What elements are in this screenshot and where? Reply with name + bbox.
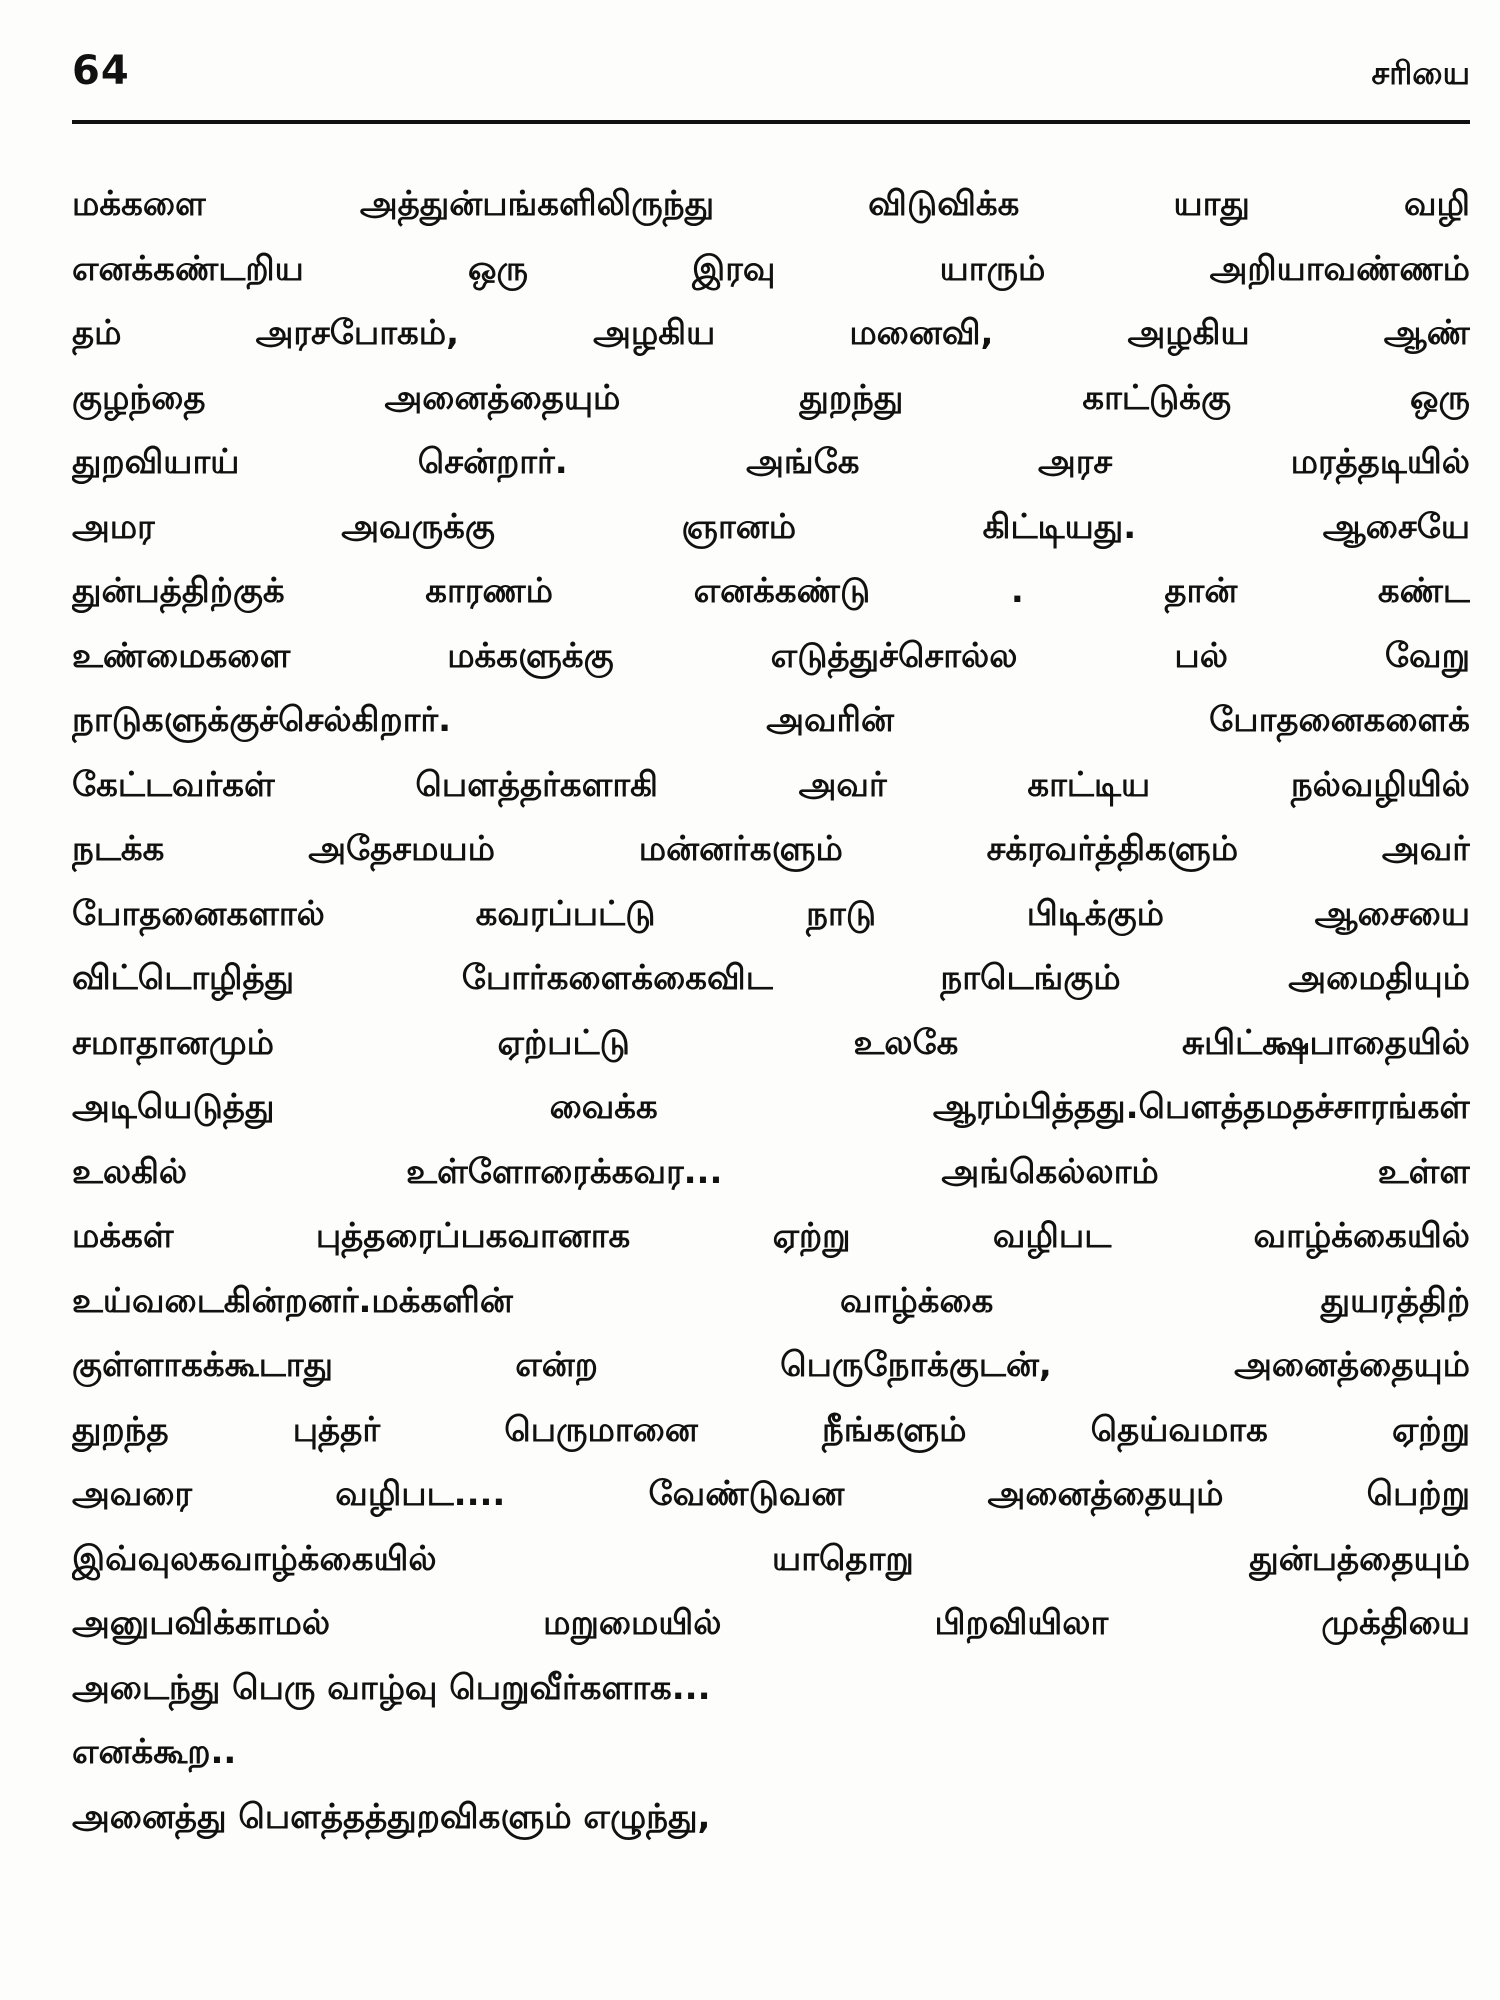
text-line: எனக்கண்டறிய ஒரு இரவு யாரும் அறியாவண்ணம் [72,248,1470,289]
text-line: சமாதானமும் ஏற்பட்டு உலகே சுபிட்க்ஷபாதையில் [72,1022,1470,1063]
text-line: அமர அவருக்கு ஞானம் கிட்டியது. ஆசையே [72,506,1470,547]
text-line: மக்களை அத்துன்பங்களிலிருந்து விடுவிக்க யாது வழி [72,184,1470,224]
running-title: சரியை [1371,54,1470,92]
text-line: கேட்டவர்கள் பௌத்தர்களாகி அவர் காட்டிய நல்வழியில் [72,764,1470,805]
body-text [72,172,1470,1849]
text-line: அடியெடுத்து வைக்க ஆரம்பித்தது.பௌத்தமதச்சாரங்கள் [72,1087,1470,1127]
text-line: அவரை வழிபட.... வேண்டுவன அனைத்தையும் பெற்று [72,1474,1470,1514]
text-line: நடக்க அதேசமயம் மன்னர்களும் சக்ரவர்த்திகளும் அவர் [72,829,1470,869]
text-line: எனக்கூற.. [72,1732,237,1772]
text-line: விட்டொழித்து போர்களைக்கைவிட நாடெங்கும் அமைதியும் [72,958,1470,998]
text-line: துறவியாய் சென்றார். அங்கே அரச மரத்தடியில் [72,442,1470,482]
text-line: உய்வடைகின்றனர்.மக்களின் வாழ்க்கை துயரத்திற் [72,1280,1470,1321]
text-line: மக்கள் புத்தரைப்பகவானாக ஏற்று வழிபட வாழ்க்கையில் [72,1216,1470,1256]
text-line: நாடுகளுக்குச்செல்கிறார். அவரின் போதனைகளைக் [72,700,1470,740]
text-line: தம் அரசபோகம், அழகிய மனைவி, அழகிய ஆண் [72,313,1470,353]
page-number: 64 [72,48,130,94]
page-header [72,48,1470,108]
text-line: உண்மைகளை மக்களுக்கு எடுத்துச்சொல்ல பல் வேறு [72,635,1470,676]
header-rule [72,120,1470,124]
text-line: போதனைகளால் கவரப்பட்டு நாடு பிடிக்கும் ஆசையை [72,893,1470,934]
text-line: துறந்த புத்தர் பெருமானை நீங்களும் தெய்வமாக ஏற்று [72,1409,1470,1450]
text-line: குள்ளாகக்கூடாது என்ற பெருநோக்குடன், அனைத்தையும் [72,1345,1470,1385]
text-line: குழந்தை அனைத்தையும் துறந்து காட்டுக்கு ஒரு [72,377,1470,418]
text-line: அனுபவிக்காமல் மறுமையில் பிறவியிலா முக்தியை [72,1603,1470,1643]
text-line: அனைத்து பௌத்தத்துறவிகளும் எழுந்து, [72,1796,711,1837]
text-line: உலகில் உள்ளோரைக்கவர... அங்கெல்லாம் உள்ள [72,1151,1470,1192]
text-line: அடைந்து பெரு வாழ்வு பெறுவீர்களாக... [72,1667,711,1708]
text-line: துன்பத்திற்குக் காரணம் எனக்கண்டு . தான் கண்ட [72,571,1470,611]
text-line: இவ்வுலகவாழ்க்கையில் யாதொறு துன்பத்தையும் [72,1538,1470,1579]
